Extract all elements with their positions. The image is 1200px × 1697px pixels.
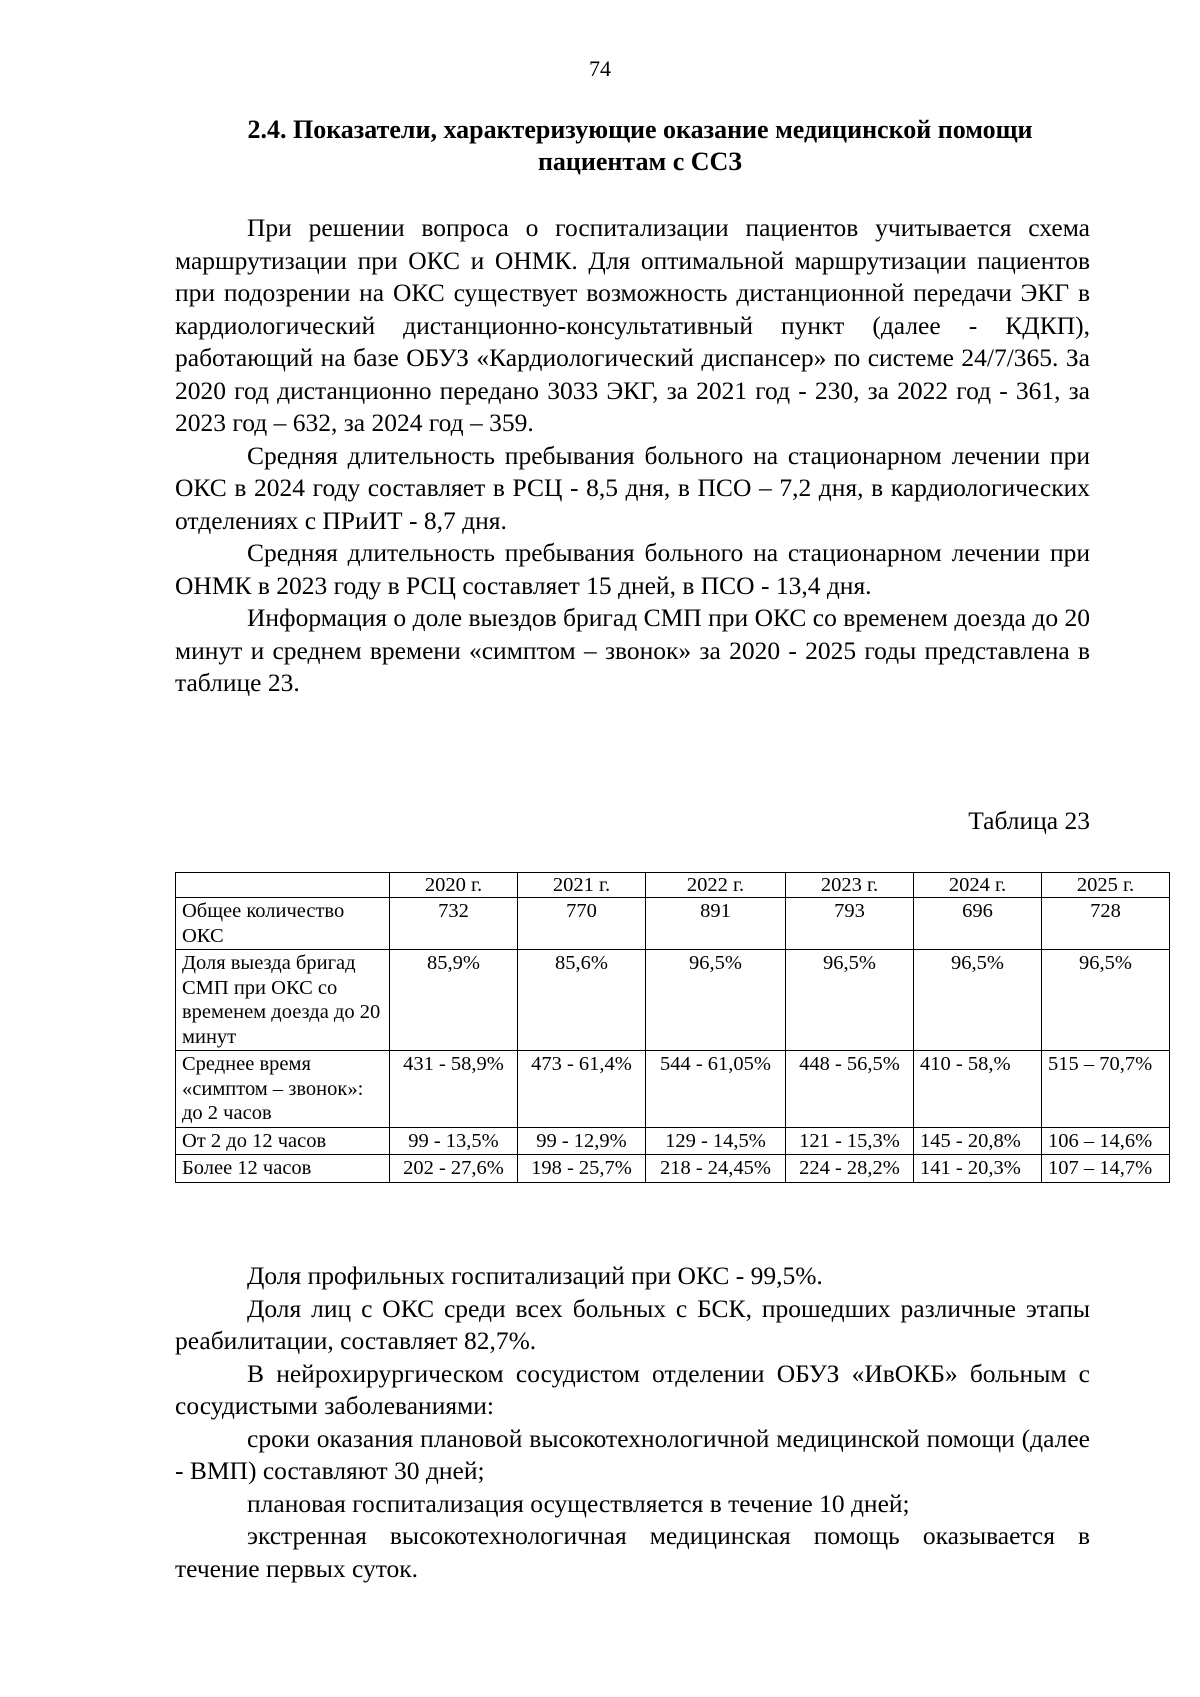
table-cell: 410 - 58,% (914, 1051, 1042, 1128)
table-cell: 793 (786, 898, 914, 950)
table-cell: 202 - 27,6% (390, 1155, 518, 1183)
table-cell: 728 (1042, 898, 1170, 950)
paragraph: Средняя длительность пребывания больного на стационарном лечении при ОНМК в 2023 году в РСЦ составляет 15 дней, в ПСО - 13,4 дня. (175, 538, 1090, 600)
row-label: Общее количество ОКС (176, 898, 390, 950)
paragraph: экстренная высокотехнологичная медицинская помощь оказывается в течение первых суток. (175, 1521, 1090, 1583)
table-header-cell: 2022 г. (646, 873, 786, 898)
table-cell: 96,5% (786, 950, 914, 1051)
table-cell: 141 - 20,3% (914, 1155, 1042, 1183)
table-row (176, 1051, 1170, 1128)
table-header-cell: 2024 г. (914, 873, 1042, 898)
table-header-cell (176, 873, 390, 898)
table-cell: 99 - 13,5% (390, 1127, 518, 1155)
section-heading-line-2: пациентам с ССЗ (537, 147, 743, 176)
paragraph: В нейрохирургическом сосудистом отделении ОБУЗ «ИвОКБ» больным с сосудистыми заболеваниями: (175, 1358, 1090, 1420)
row-label: От 2 до 12 часов (176, 1127, 390, 1155)
table-cell: 431 - 58,9% (390, 1051, 518, 1128)
paragraph: плановая госпитализация осуществляется в течение 10 дней; (247, 1488, 910, 1518)
table-cell: 224 - 28,2% (786, 1155, 914, 1183)
table-cell: 732 (390, 898, 518, 950)
paragraph: Средняя длительность пребывания больного на стационарном лечении при ОКС в 2024 году составляет в РСЦ - 8,5 дня, в ПСО – 7,2 дня, в кардиологических отделениях с ПРиИТ - 8,7 дня. (175, 440, 1090, 535)
table-cell: 770 (518, 898, 646, 950)
paragraph: При решении вопроса о госпитализации пациентов учитывается схема маршрутизации при ОКС и ОНМК. Для оптимальной маршрутизации пациентов при подозрении на ОКС существует возможность дистанционной передачи ЭКГ в кардиологический дистанционно-консультативный пункт (далее - КДКП), работающий на базе ОБУЗ «Кардиологический диспансер» по системе 24/7/365. За 2020 год дистанционно передано 3033 ЭКГ, за 2021 год - 230, за 2022 год - 361, за 2023 год – 632, за 2024 год – 359. (175, 213, 1090, 437)
row-label: Более 12 часов (176, 1155, 390, 1183)
table-header-cell: 2020 г. (390, 873, 518, 898)
table-cell: 107 – 14,7% (1042, 1155, 1170, 1183)
table-cell: 473 - 61,4% (518, 1051, 646, 1128)
table-cell: 121 - 15,3% (786, 1127, 914, 1155)
table-cell: 85,6% (518, 950, 646, 1051)
table-row (176, 950, 1170, 1051)
table-cell: 129 - 14,5% (646, 1127, 786, 1155)
table-cell: 96,5% (646, 950, 786, 1051)
paragraph: Информация о доле выездов бригад СМП при ОКС со временем доезда до 20 минут и среднем времени «симптом – звонок» за 2020 - 2025 годы представлена в таблице 23. (175, 603, 1090, 697)
table-cell: 85,9% (390, 950, 518, 1051)
page-number: 74 (589, 56, 611, 81)
table-caption: Таблица 23 (968, 806, 1090, 835)
paragraph: Доля лиц с ОКС среди всех больных с БСК, прошедших различные этапы реабилитации, составляет 82,7%. (175, 1293, 1090, 1355)
table-cell: 696 (914, 898, 1042, 950)
body-text-top (175, 212, 1090, 700)
data-table (175, 872, 1170, 1183)
table-cell: 891 (646, 898, 786, 950)
table-cell: 198 - 25,7% (518, 1155, 646, 1183)
table-cell: 218 - 24,45% (646, 1155, 786, 1183)
row-label: Среднее время «симптом – звонок»: до 2 часов (176, 1051, 390, 1128)
table-cell: 106 – 14,6% (1042, 1127, 1170, 1155)
table-header-cell: 2023 г. (786, 873, 914, 898)
section-heading (180, 114, 1100, 178)
table-header-row (176, 873, 1170, 898)
paragraph: сроки оказания плановой высокотехнологичной медицинской помощи (далее - ВМП) составляют 30 дней; (175, 1423, 1090, 1485)
row-label: Доля выезда бригад СМП при ОКС со временем доезда до 20 минут (176, 950, 390, 1051)
body-text-bottom (175, 1260, 1090, 1585)
table-cell: 96,5% (1042, 950, 1170, 1051)
table-header-cell: 2021 г. (518, 873, 646, 898)
table-row (176, 1155, 1170, 1183)
table-header-cell: 2025 г. (1042, 873, 1170, 898)
section-heading-line-1: 2.4. Показатели, характеризующие оказание медицинской помощи (247, 115, 1033, 144)
paragraph: Доля профильных госпитализаций при ОКС - 99,5%. (247, 1261, 823, 1290)
table-row (176, 898, 1170, 950)
table-cell: 544 - 61,05% (646, 1051, 786, 1128)
table-cell: 99 - 12,9% (518, 1127, 646, 1155)
table-cell: 96,5% (914, 950, 1042, 1051)
table-cell: 448 - 56,5% (786, 1051, 914, 1128)
table-cell: 515 – 70,7% (1042, 1051, 1170, 1128)
table-cell: 145 - 20,8% (914, 1127, 1042, 1155)
table-row (176, 1127, 1170, 1155)
